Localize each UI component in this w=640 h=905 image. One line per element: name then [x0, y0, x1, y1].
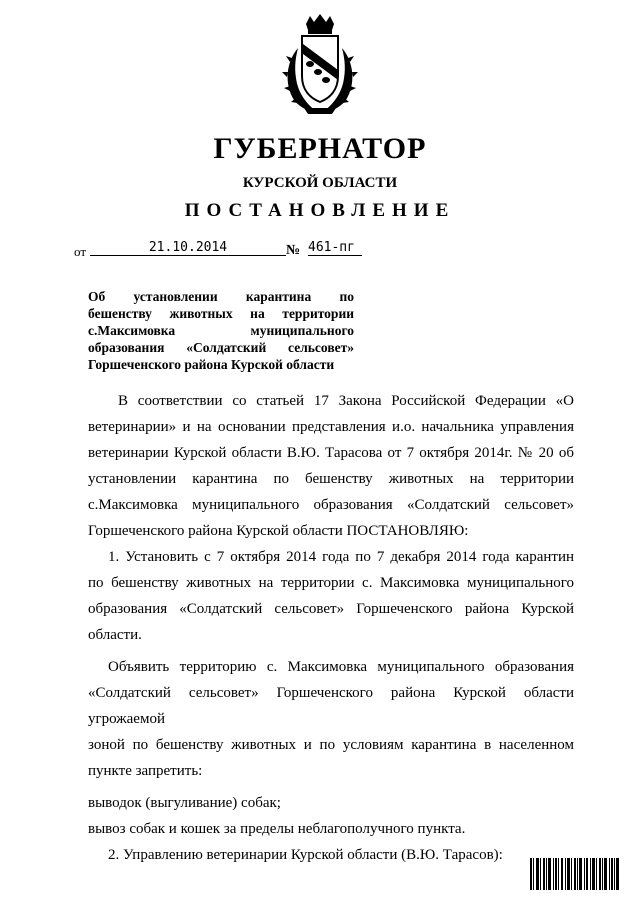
- region-title: КУРСКОЙ ОБЛАСТИ: [242, 175, 398, 191]
- decree-date: 21.10.2014: [90, 240, 286, 256]
- decree-title: ПОСТАНОВЛЕНИЕ: [184, 200, 456, 221]
- paragraph-item-1: [88, 544, 574, 648]
- date-prefix: от: [74, 244, 87, 259]
- text-line: В соответствии со статьей 17 Закона Российской Федерации «О: [118, 393, 574, 409]
- governor-title: ГУБЕРНАТОР: [213, 132, 427, 165]
- coat-of-arms-icon: [280, 14, 360, 118]
- subject-line: образования «Солдатский сельсовет»: [88, 340, 354, 355]
- text-line: установлении карантина по бешенству животных на территории: [88, 471, 574, 487]
- restriction-item: выводок (выгуливание) собак;: [88, 795, 281, 811]
- text-line: ветеринарии Курской области В.Ю. Тарасова от 7 октября 2014г. № 20 об: [88, 445, 574, 461]
- text-line: с.Максимовка муниципального образования «Солдатский сельсовет»: [88, 497, 574, 513]
- text-line: по бешенству животных на территории с. Максимовка муниципального: [88, 575, 574, 591]
- text-line: пункте запретить:: [88, 763, 203, 779]
- paragraph-item-2: 2. Управлению ветеринарии Курской области (В.Ю. Тарасов):: [108, 847, 503, 863]
- paragraph-basis: [88, 388, 574, 544]
- decree-number: 461-пг: [308, 240, 362, 256]
- barcode-icon: [530, 858, 620, 890]
- number-sign: №: [286, 243, 301, 258]
- decree-body: [88, 388, 574, 868]
- text-line: зоной по бешенству животных и по условиям карантина в населенном: [88, 737, 574, 753]
- text-line: ветеринарии» и на основании представления и.о. начальника управления: [88, 419, 574, 435]
- restriction-item: вывоз собак и кошек за пределы неблагополучного пункта.: [88, 821, 466, 837]
- paragraph-restrictions: [88, 654, 574, 784]
- subject-line: бешенству животных на территории: [88, 306, 354, 321]
- subject-line: Об установлении карантина по: [88, 289, 354, 304]
- decree-subject: [88, 288, 354, 373]
- text-line: 1. Установить с 7 октября 2014 года по 7 декабря 2014 года карантин: [108, 549, 574, 565]
- subject-line: Горшеченского района Курской области: [88, 357, 335, 372]
- subject-line: с.Максимовка муниципального: [88, 323, 354, 338]
- text-line: Объявить территорию с. Максимовка муниципального образования: [108, 659, 574, 675]
- text-line: образования «Солдатский сельсовет» Горшеченского района Курской области.: [88, 601, 574, 643]
- text-line: Горшеченского района Курской области ПОСТАНОВЛЯЮ:: [88, 523, 469, 539]
- text-line: «Солдатский сельсовет» Горшеченского района Курской области угрожаемой: [88, 685, 574, 727]
